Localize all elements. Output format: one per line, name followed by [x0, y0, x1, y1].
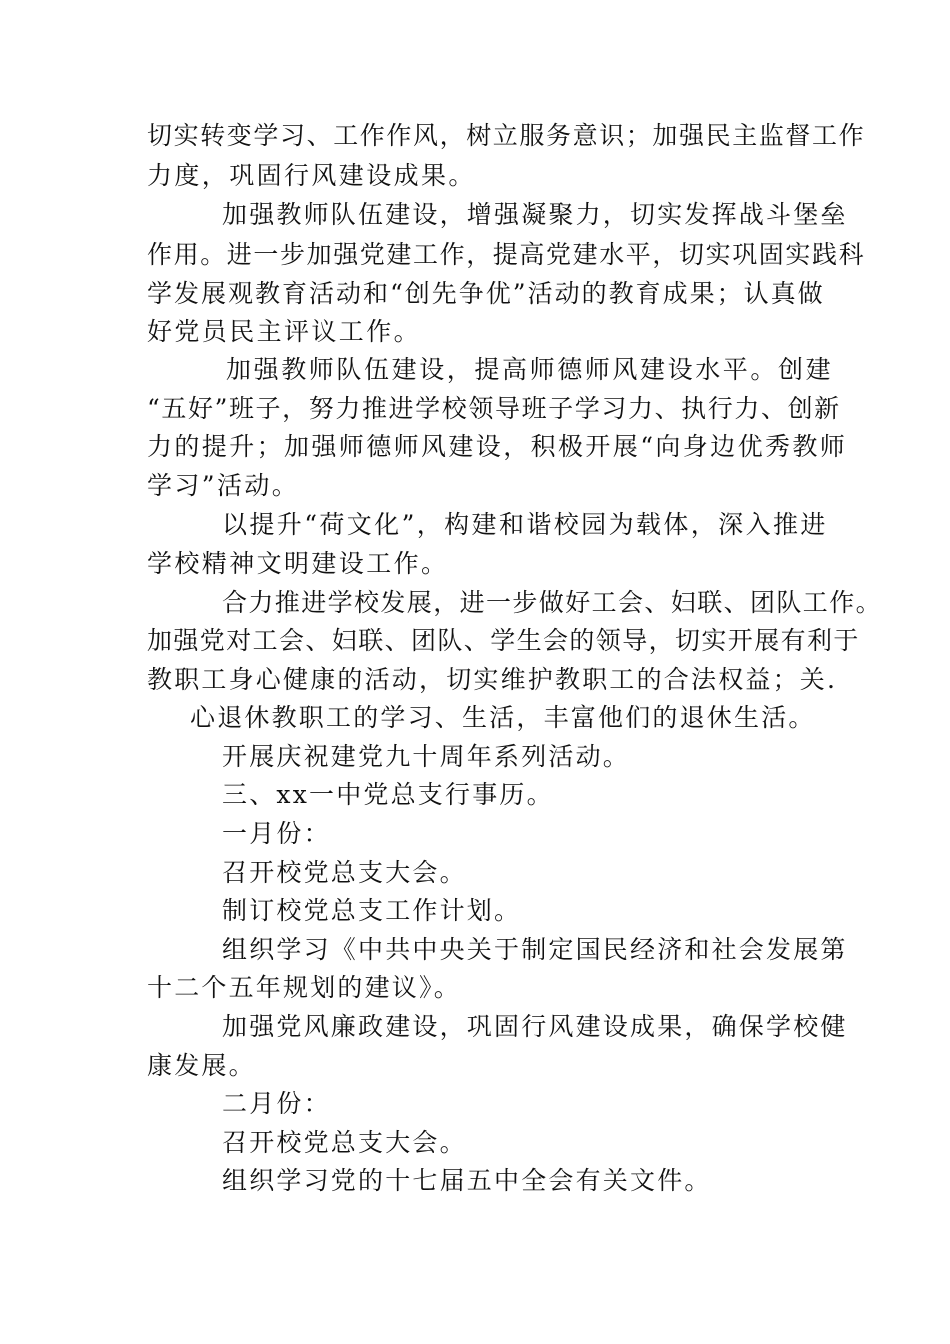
text-line: 好党员民主评议工作。	[147, 317, 422, 346]
text-line: 合力推进学校发展，进一步做好工会、妇联、团队工作。	[222, 588, 883, 617]
text-line: 力的提升；加强师德师风建设，积极开展“向身边优秀教师	[147, 432, 848, 461]
text-line: 学习”活动。	[147, 471, 300, 500]
text-line: 加强党对工会、妇联、团队、学生会的领导，切实开展有利于	[147, 626, 860, 655]
text-line: 学发展观教育活动和“创先争优”活动的教育成果；认真做	[147, 279, 825, 308]
month-heading: 一月份：	[222, 819, 331, 848]
text-line: 十二个五年规划的建议》。	[147, 973, 461, 1002]
text-line: 学校精神文明建设工作。	[147, 549, 449, 578]
text-line: 组织学习党的十七届五中全会有关文件。	[222, 1166, 712, 1195]
text-line: 组织学习《中共中央关于制定国民经济和社会发展第	[222, 935, 848, 964]
text-line: 召开校党总支大会。	[222, 858, 467, 887]
text-line: 加强教师队伍建设，增强凝聚力，切实发挥战斗堡垒	[222, 200, 848, 229]
text-line: 制订校党总支工作计划。	[222, 896, 522, 925]
section-heading: 三、xx一中党总支行事历。	[222, 780, 554, 809]
text-line: 教职工身心健康的活动，切实维护教职工的合法权益；关.	[147, 665, 838, 694]
text-line: 加强党风廉政建设，巩固行风建设成果，确保学校健	[222, 1012, 848, 1041]
month-heading: 二月份：	[222, 1089, 331, 1118]
text-line: 开展庆祝建党九十周年系列活动。	[222, 742, 631, 771]
text-line: 作用。进一步加强党建工作，提高党建水平，切实巩固实践科	[147, 240, 866, 269]
text-line: 康发展。	[147, 1051, 256, 1080]
text-line: 心退休教职工的学习、生活，丰富他们的退休生活。	[190, 703, 816, 732]
text-line: 切实转变学习、工作作风，树立服务意识；加强民主监督工作	[147, 121, 866, 150]
text-line: 加强教师队伍建设，提高师德师风建设水平。创建	[226, 355, 834, 384]
text-line: “五好”班子，努力推进学校领导班子学习力、执行力、创新	[147, 394, 841, 423]
text-line: 力度，巩固行风建设成果。	[147, 161, 476, 190]
text-line: 召开校党总支大会。	[222, 1128, 467, 1157]
text-line: 以提升“荷文化”，构建和谐校园为载体，深入推进	[222, 510, 828, 539]
